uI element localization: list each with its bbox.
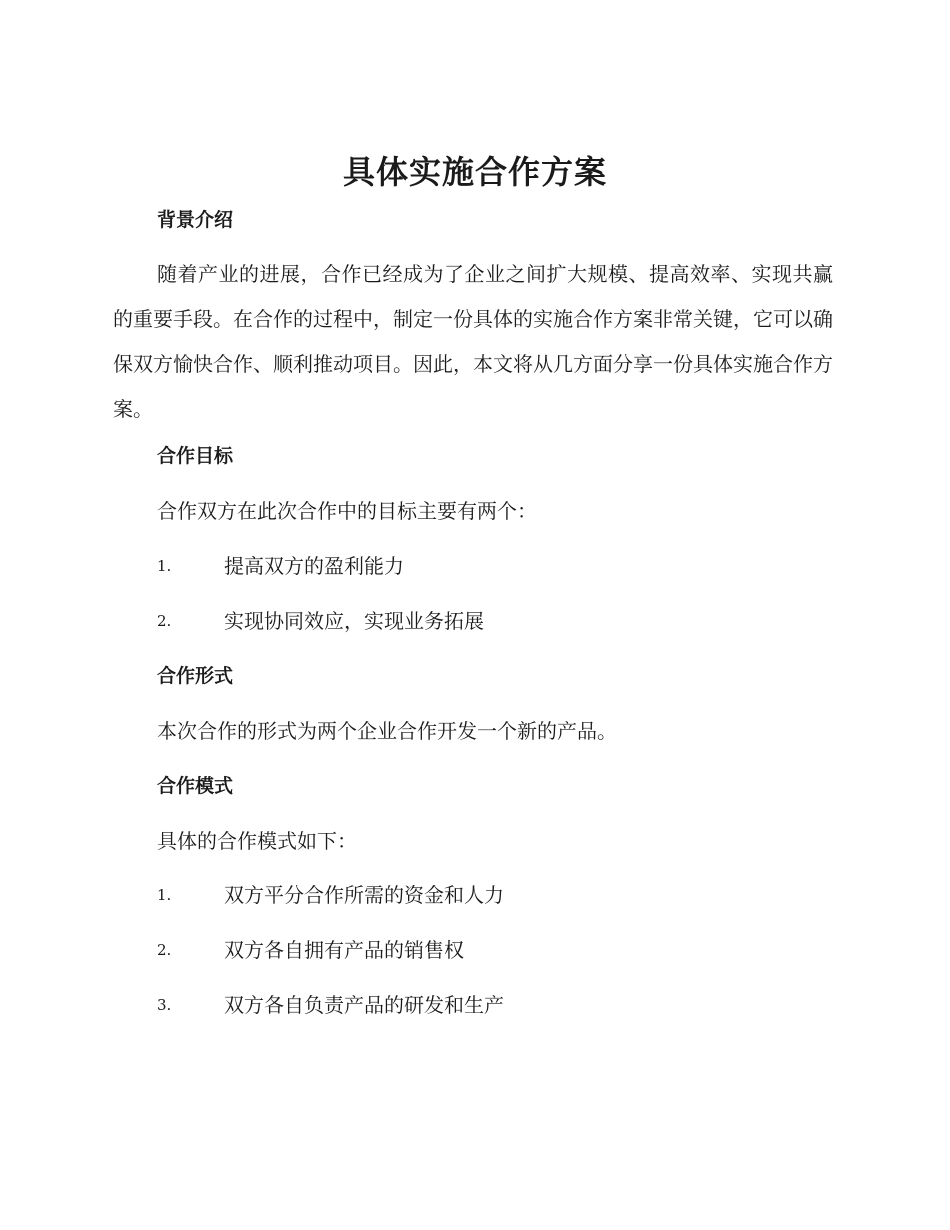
list-item-text: 实现协同效应，实现业务拓展	[224, 609, 484, 633]
list-item-number: 1.	[157, 886, 172, 904]
list-item-number: 3.	[157, 996, 172, 1014]
background-paragraph: 随着产业的进展，合作已经成为了企业之间扩大规模、提高效率、实现共赢的重要手段。在合作的过程中，制定一份具体的实施合作方案非常关键，它可以确保双方愉快合作、顺利推动项目。因此，本文将从几方面分享一份具体实施合作方案。	[113, 262, 833, 421]
mode-intro: 具体的合作模式如下：	[157, 829, 357, 853]
list-item-text: 双方平分合作所需的资金和人力	[224, 883, 504, 907]
heading-form: 合作形式	[157, 665, 234, 687]
goals-intro: 合作双方在此次合作中的目标主要有两个：	[157, 499, 537, 523]
list-item-text: 提高双方的盈利能力	[224, 554, 404, 578]
heading-goals: 合作目标	[157, 445, 234, 467]
list-item-text: 双方各自拥有产品的销售权	[224, 938, 464, 962]
list-item-number: 2.	[157, 612, 172, 630]
list-item-text: 双方各自负责产品的研发和生产	[224, 993, 504, 1017]
heading-mode: 合作模式	[157, 775, 234, 797]
heading-background: 背景介绍	[157, 209, 234, 231]
form-text: 本次合作的形式为两个企业合作开发一个新的产品。	[157, 719, 617, 743]
list-item-number: 2.	[157, 941, 172, 959]
list-item-number: 1.	[157, 557, 172, 575]
document-title: 具体实施合作方案	[342, 153, 607, 191]
